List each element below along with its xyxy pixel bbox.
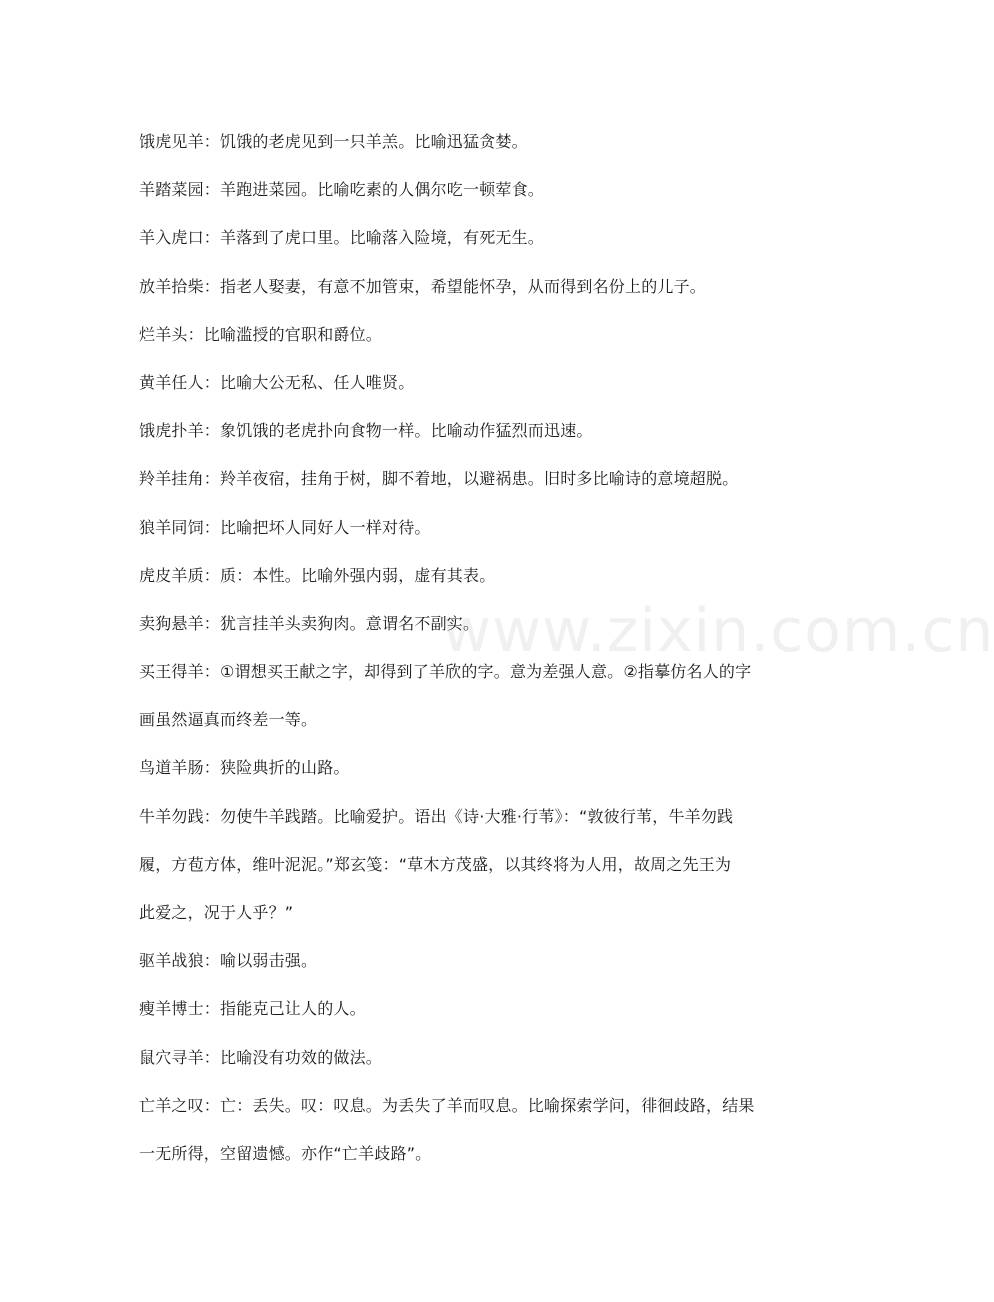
text-line: 虎皮羊质：质：本性。比喻外强内弱，虚有其表。	[139, 565, 496, 585]
text-line: 羊入虎口：羊落到了虎口里。比喻落入险境，有死无生。	[139, 228, 545, 248]
text-line: 牛羊勿践：勿使牛羊践踏。比喻爱护。语出《诗·大雅·行苇》：“敦彼行苇，牛羊勿践	[139, 806, 734, 826]
text-line: 饿虎见羊：饥饿的老虎见到一只羊羔。比喻迅猛贪婪。	[139, 132, 528, 151]
text-line: 履，方苞方体，维叶泥泥。”郑玄笺：“草木方茂盛，以其终将为人用，故周之先王为	[139, 854, 732, 874]
watermark: www.zixin.com.cn	[442, 596, 994, 666]
text-line: 羊踏菜园：羊跑进菜园。比喻吃素的人偶尔吃一顿荤食。	[139, 180, 545, 200]
text-line: 饿虎扑羊：象饥饿的老虎扑向食物一样。比喻动作猛烈而迅速。	[139, 421, 593, 441]
text-line: 卖狗悬羊：犹言挂羊头卖狗肉。意谓名不副实。	[139, 613, 480, 633]
text-line: 买王得羊：①谓想买王献之字，却得到了羊欣的字。意为差强人意。②指摹仿名人的字	[139, 662, 752, 682]
text-line: 黄羊任人：比喻大公无私、任人唯贤。	[139, 372, 415, 392]
text-line: 瘦羊博士：指能克己让人的人。	[139, 999, 366, 1019]
text-line: 鼠穴寻羊：比喻没有功效的做法。	[139, 1047, 383, 1067]
text-line: 此爱之，况于人乎？”	[139, 903, 294, 922]
text-line: 烂羊头：比喻滥授的官职和爵位。	[139, 324, 383, 344]
text-line: 亡羊之叹：亡：丢失。叹：叹息。为丢失了羊而叹息。比喻探索学问，徘徊歧路，结果	[139, 1095, 755, 1115]
text-line: 鸟道羊肠：狭险典折的山路。	[139, 758, 350, 778]
text-line: 一无所得，空留遗憾。亦作“亡羊歧路”。	[139, 1143, 432, 1163]
text-line: 放羊拾柴：指老人娶妻，有意不加管束，希望能怀孕，从而得到名份上的儿子。	[139, 276, 707, 296]
document-body	[139, 118, 789, 1178]
text-line: 画虽然逼真而终差一等。	[139, 710, 318, 730]
text-line: 羚羊挂角：羚羊夜宿，挂角于树，脚不着地，以避祸患。旧时多比喻诗的意境超脱。	[139, 469, 739, 489]
text-line: 驱羊战狼：喻以弱击强。	[139, 951, 318, 971]
text-line: 狼羊同饲：比喻把坏人同好人一样对待。	[139, 517, 431, 537]
